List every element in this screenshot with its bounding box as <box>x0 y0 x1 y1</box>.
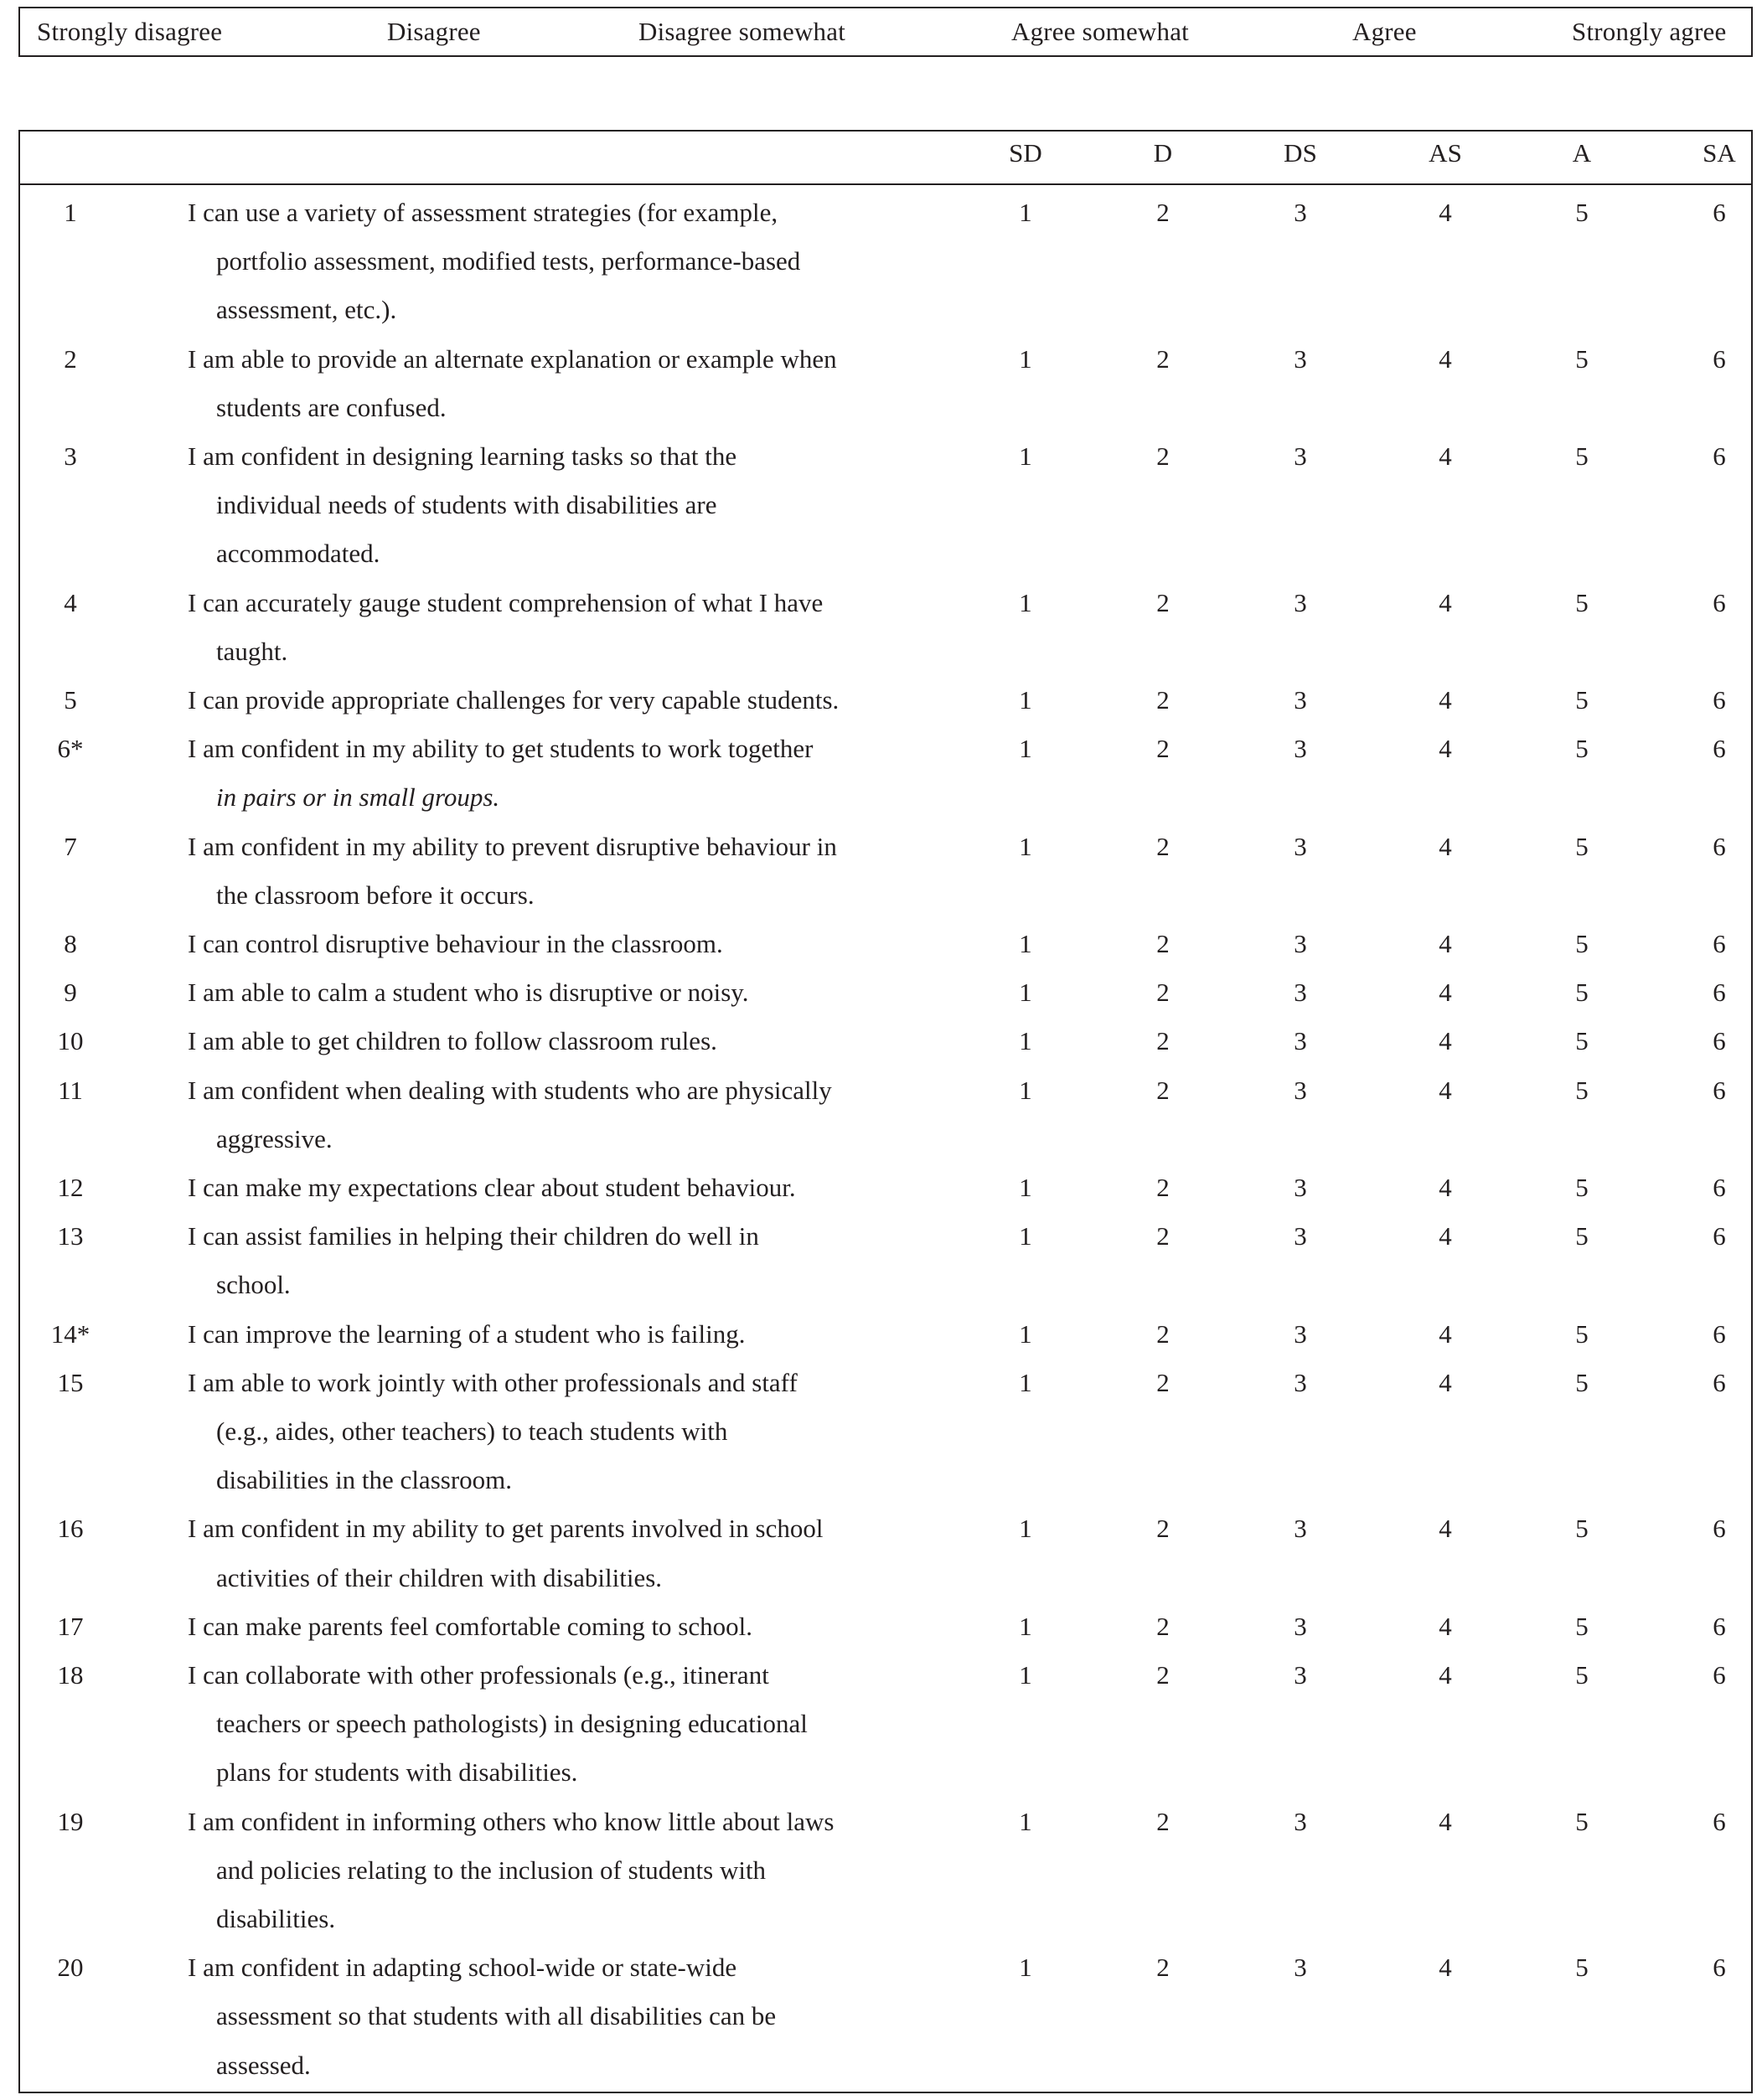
rating-option-d[interactable]: 2 <box>1156 1318 1170 1349</box>
rating-option-ds[interactable]: 3 <box>1294 831 1307 861</box>
statement-line: assessment so that students with all disabilities can be <box>216 2001 777 2031</box>
rating-option-d[interactable]: 2 <box>1156 198 1170 227</box>
statement-line: I can assist families in helping their children do well in <box>188 1221 759 1251</box>
rating-option-sa[interactable]: 6 <box>1713 343 1726 374</box>
table-row <box>20 1943 1751 2090</box>
rating-option-sa[interactable]: 6 <box>1713 831 1726 861</box>
rating-option-ds[interactable]: 3 <box>1294 1075 1307 1105</box>
rating-option-a[interactable]: 5 <box>1575 685 1589 715</box>
statement-line: disabilities. <box>216 1904 336 1933</box>
table-row <box>20 823 1751 920</box>
statement-line: I can make my expectations clear about student behaviour. <box>188 1173 796 1202</box>
rating-option-as[interactable]: 4 <box>1439 734 1452 764</box>
table-row <box>20 335 1751 432</box>
rating-option-as[interactable]: 4 <box>1439 1953 1452 1983</box>
table-row <box>20 1212 1751 1309</box>
item-number: 3 <box>64 441 77 471</box>
item-statement <box>188 725 942 822</box>
rating-option-a[interactable]: 5 <box>1575 734 1589 764</box>
table-row <box>20 725 1751 822</box>
statement-line: students are confused. <box>216 392 447 422</box>
item-statement <box>188 1943 942 2090</box>
rating-option-ds[interactable]: 3 <box>1294 1026 1307 1056</box>
statement-line: taught. <box>216 636 288 666</box>
rating-option-ds[interactable]: 3 <box>1294 1660 1307 1690</box>
rating-option-as[interactable]: 4 <box>1439 1075 1452 1105</box>
column-header-ds: DS <box>1284 138 1317 168</box>
rating-option-d[interactable]: 2 <box>1156 1221 1170 1251</box>
item-statement <box>188 1798 942 1944</box>
rating-option-a[interactable]: 5 <box>1575 831 1589 861</box>
statement-line: plans for students with disabilities. <box>216 1757 578 1788</box>
rating-option-as[interactable]: 4 <box>1439 929 1452 958</box>
statement-line: assessed. <box>216 2050 311 2080</box>
scale-label-agree-somewhat: Agree somewhat <box>1011 17 1189 46</box>
rating-option-sa[interactable]: 6 <box>1713 1806 1726 1836</box>
rating-option-sd[interactable]: 1 <box>1019 1514 1032 1544</box>
item-statement <box>188 920 942 968</box>
header-divider <box>20 183 1751 185</box>
statement-line: and policies relating to the inclusion of students with <box>216 1855 767 1885</box>
item-number: 4 <box>64 587 77 617</box>
rating-option-a[interactable]: 5 <box>1575 978 1589 1008</box>
rating-option-as[interactable]: 4 <box>1439 1611 1452 1641</box>
rating-option-as[interactable]: 4 <box>1439 1173 1452 1202</box>
rating-option-d[interactable]: 2 <box>1156 1514 1170 1544</box>
rating-option-as[interactable]: 4 <box>1439 1660 1452 1690</box>
rating-option-a[interactable]: 5 <box>1575 1514 1589 1544</box>
rating-option-sd[interactable]: 1 <box>1019 1075 1032 1105</box>
table-row <box>20 920 1751 968</box>
rating-option-sa[interactable]: 6 <box>1713 1075 1726 1105</box>
table-row <box>20 1310 1751 1359</box>
rating-option-sd[interactable]: 1 <box>1019 978 1032 1008</box>
table-row <box>20 432 1751 579</box>
item-statement <box>188 1602 942 1651</box>
rating-option-sa[interactable]: 6 <box>1713 1026 1726 1056</box>
scale-label-strongly-agree: Strongly agree <box>1572 17 1727 46</box>
rating-option-sa[interactable]: 6 <box>1713 1367 1726 1397</box>
statement-line: I can make parents feel comfortable coming to school. <box>188 1611 752 1641</box>
rating-option-a[interactable]: 5 <box>1575 343 1589 374</box>
item-number: 20 <box>57 1953 84 1983</box>
rating-option-as[interactable]: 4 <box>1439 1318 1452 1349</box>
rating-option-sa[interactable]: 6 <box>1713 1660 1726 1690</box>
item-statement <box>188 1359 942 1505</box>
rating-option-sd[interactable]: 1 <box>1019 1953 1032 1983</box>
rating-option-sd[interactable]: 1 <box>1019 587 1032 617</box>
item-statement <box>188 1066 942 1164</box>
item-number: 8 <box>64 929 77 958</box>
rating-option-a[interactable]: 5 <box>1575 1075 1589 1105</box>
rating-option-ds[interactable]: 3 <box>1294 1514 1307 1544</box>
column-header-sd: SD <box>1009 138 1042 168</box>
rating-option-sd[interactable]: 1 <box>1019 1173 1032 1202</box>
item-number: 1 <box>64 198 77 227</box>
item-statement <box>188 432 942 579</box>
item-statement <box>188 1212 942 1309</box>
table-row <box>20 676 1751 725</box>
rating-option-ds[interactable]: 3 <box>1294 1221 1307 1251</box>
item-number: 14* <box>50 1318 90 1349</box>
table-row <box>20 1651 1751 1798</box>
rating-option-as[interactable]: 4 <box>1439 685 1452 715</box>
rating-option-ds[interactable]: 3 <box>1294 1318 1307 1349</box>
rating-option-a[interactable]: 5 <box>1575 1806 1589 1836</box>
rating-option-ds[interactable]: 3 <box>1294 441 1307 471</box>
statement-line: (e.g., aides, other teachers) to teach students with <box>216 1416 728 1446</box>
rating-option-sa[interactable]: 6 <box>1713 1611 1726 1641</box>
item-statement <box>188 676 942 725</box>
rating-option-sd[interactable]: 1 <box>1019 1221 1032 1251</box>
rating-option-ds[interactable]: 3 <box>1294 343 1307 374</box>
rating-option-d[interactable]: 2 <box>1156 1173 1170 1202</box>
statement-line: I can collaborate with other professionals (e.g., itinerant <box>188 1660 769 1690</box>
rating-option-ds[interactable]: 3 <box>1294 198 1307 227</box>
rating-option-sd[interactable]: 1 <box>1019 1660 1032 1690</box>
rating-option-a[interactable]: 5 <box>1575 441 1589 471</box>
statement-line: accommodated. <box>216 539 380 569</box>
statement-line: the classroom before it occurs. <box>216 880 535 910</box>
rating-option-a[interactable]: 5 <box>1575 1953 1589 1983</box>
statement-line: I can provide appropriate challenges for very capable students. <box>188 685 840 715</box>
rating-option-as[interactable]: 4 <box>1439 441 1452 471</box>
rating-option-sd[interactable]: 1 <box>1019 1318 1032 1349</box>
statement-line: disabilities in the classroom. <box>216 1465 513 1495</box>
item-number: 17 <box>57 1611 84 1641</box>
item-number: 6* <box>57 734 84 764</box>
rating-option-sd[interactable]: 1 <box>1019 1806 1032 1836</box>
item-number: 10 <box>57 1026 84 1056</box>
rating-option-ds[interactable]: 3 <box>1294 1367 1307 1397</box>
rating-option-as[interactable]: 4 <box>1439 198 1452 227</box>
rating-option-d[interactable]: 2 <box>1156 1806 1170 1836</box>
rating-option-as[interactable]: 4 <box>1439 1221 1452 1251</box>
table-row <box>20 1602 1751 1651</box>
statement-line: I can use a variety of assessment strategies (for example, <box>188 198 778 227</box>
item-statement <box>188 579 942 676</box>
rating-option-sd[interactable]: 1 <box>1019 734 1032 764</box>
statement-line: I am confident in designing learning tasks so that the <box>188 441 737 471</box>
rating-option-a[interactable]: 5 <box>1575 929 1589 958</box>
table-row <box>20 1164 1751 1212</box>
column-header-sa: SA <box>1703 138 1736 168</box>
scale-label-disagree-somewhat: Disagree somewhat <box>638 17 846 46</box>
statement-line: school. <box>216 1270 291 1300</box>
rating-option-as[interactable]: 4 <box>1439 1026 1452 1056</box>
table-row <box>20 188 1751 335</box>
rating-option-d[interactable]: 2 <box>1156 929 1170 958</box>
rating-option-ds[interactable]: 3 <box>1294 1953 1307 1983</box>
rating-scale-legend <box>18 7 1753 57</box>
rating-option-ds[interactable]: 3 <box>1294 1611 1307 1641</box>
rating-option-d[interactable]: 2 <box>1156 734 1170 764</box>
rating-option-a[interactable]: 5 <box>1575 1173 1589 1202</box>
column-header-a: A <box>1572 138 1592 168</box>
item-statement <box>188 1651 942 1798</box>
rating-option-as[interactable]: 4 <box>1439 831 1452 861</box>
item-statement <box>188 1164 942 1212</box>
rating-option-sd[interactable]: 1 <box>1019 1026 1032 1056</box>
rating-option-as[interactable]: 4 <box>1439 978 1452 1008</box>
rating-option-d[interactable]: 2 <box>1156 1953 1170 1983</box>
rating-option-a[interactable]: 5 <box>1575 1318 1589 1349</box>
rating-option-sd[interactable]: 1 <box>1019 1611 1032 1641</box>
statement-line: in pairs or in small groups. <box>216 782 500 813</box>
rating-option-d[interactable]: 2 <box>1156 1026 1170 1056</box>
statement-line: teachers or speech pathologists) in designing educational <box>216 1709 808 1739</box>
rating-option-as[interactable]: 4 <box>1439 343 1452 374</box>
rating-option-sa[interactable]: 6 <box>1713 198 1726 227</box>
statement-line: I am able to get children to follow classroom rules. <box>188 1026 717 1056</box>
rating-option-a[interactable]: 5 <box>1575 1221 1589 1251</box>
scale-label-disagree: Disagree <box>387 17 481 46</box>
rating-option-a[interactable]: 5 <box>1575 1026 1589 1056</box>
rating-option-d[interactable]: 2 <box>1156 831 1170 861</box>
item-number: 12 <box>57 1173 84 1202</box>
item-number: 16 <box>57 1514 84 1544</box>
rating-option-ds[interactable]: 3 <box>1294 734 1307 764</box>
rating-option-a[interactable]: 5 <box>1575 1367 1589 1397</box>
table-row <box>20 1017 1751 1065</box>
rating-option-ds[interactable]: 3 <box>1294 978 1307 1008</box>
rating-option-a[interactable]: 5 <box>1575 198 1589 227</box>
statement-line: assessment, etc.). <box>216 295 397 325</box>
rating-option-sd[interactable]: 1 <box>1019 1367 1032 1397</box>
column-header-d: D <box>1153 138 1173 168</box>
table-row <box>20 1798 1751 1944</box>
rating-option-sa[interactable]: 6 <box>1713 685 1726 715</box>
statement-line: I am able to provide an alternate explanation or example when <box>188 343 837 374</box>
statement-line: I am confident in adapting school-wide or state-wide <box>188 1953 737 1983</box>
table-row <box>20 1066 1751 1164</box>
table-row <box>20 1504 1751 1602</box>
rating-option-sa[interactable]: 6 <box>1713 1221 1726 1251</box>
statement-line: I am confident in my ability to prevent disruptive behaviour in <box>188 831 837 861</box>
item-number: 15 <box>57 1367 84 1397</box>
column-header-as: AS <box>1429 138 1462 168</box>
item-statement <box>188 335 942 432</box>
rating-option-sd[interactable]: 1 <box>1019 929 1032 958</box>
table-row <box>20 968 1751 1017</box>
statement-line: I am confident in my ability to get students to work together <box>188 734 814 764</box>
rating-option-as[interactable]: 4 <box>1439 1514 1452 1544</box>
rating-option-ds[interactable]: 3 <box>1294 587 1307 617</box>
item-statement <box>188 188 942 335</box>
rating-option-as[interactable]: 4 <box>1439 1367 1452 1397</box>
rating-option-sd[interactable]: 1 <box>1019 831 1032 861</box>
statement-line: activities of their children with disabilities. <box>216 1562 663 1592</box>
rating-option-d[interactable]: 2 <box>1156 1660 1170 1690</box>
table-row <box>20 1359 1751 1505</box>
scale-label-agree: Agree <box>1352 17 1417 46</box>
statement-line: portfolio assessment, modified tests, performance-based <box>216 246 801 276</box>
rating-option-sd[interactable]: 1 <box>1019 441 1032 471</box>
statement-line: I can improve the learning of a student who is failing. <box>188 1318 746 1349</box>
rating-option-sa[interactable]: 6 <box>1713 929 1726 958</box>
rating-option-sa[interactable]: 6 <box>1713 978 1726 1008</box>
statement-line: I am able to calm a student who is disruptive or noisy. <box>188 978 749 1008</box>
item-number: 5 <box>64 685 77 715</box>
statement-line: individual needs of students with disabilities are <box>216 490 717 520</box>
statement-line: I am able to work jointly with other professionals and staff <box>188 1367 798 1397</box>
rating-option-ds[interactable]: 3 <box>1294 1806 1307 1836</box>
item-number: 2 <box>64 343 77 374</box>
rating-option-d[interactable]: 2 <box>1156 1367 1170 1397</box>
rating-option-sa[interactable]: 6 <box>1713 1514 1726 1544</box>
rating-option-ds[interactable]: 3 <box>1294 685 1307 715</box>
statement-line: I am confident in informing others who know little about laws <box>188 1806 834 1836</box>
rating-option-ds[interactable]: 3 <box>1294 929 1307 958</box>
rating-option-ds[interactable]: 3 <box>1294 1173 1307 1202</box>
rating-option-sa[interactable]: 6 <box>1713 441 1726 471</box>
rating-option-d[interactable]: 2 <box>1156 685 1170 715</box>
statement-line: I am confident in my ability to get parents involved in school <box>188 1514 824 1544</box>
rating-option-a[interactable]: 5 <box>1575 1660 1589 1690</box>
item-statement <box>188 968 942 1017</box>
rating-option-d[interactable]: 2 <box>1156 1075 1170 1105</box>
item-number: 11 <box>58 1075 83 1105</box>
rating-option-sa[interactable]: 6 <box>1713 1318 1726 1349</box>
rating-option-sd[interactable]: 1 <box>1019 685 1032 715</box>
item-number: 18 <box>57 1660 84 1690</box>
rating-option-d[interactable]: 2 <box>1156 978 1170 1008</box>
table-row <box>20 579 1751 676</box>
item-statement <box>188 1017 942 1065</box>
rating-option-sa[interactable]: 6 <box>1713 587 1726 617</box>
item-number: 9 <box>64 978 77 1008</box>
rating-option-d[interactable]: 2 <box>1156 441 1170 471</box>
rating-option-sa[interactable]: 6 <box>1713 1953 1726 1983</box>
rating-option-d[interactable]: 2 <box>1156 587 1170 617</box>
survey-table <box>18 130 1753 2093</box>
item-number: 13 <box>57 1221 84 1251</box>
item-statement <box>188 1504 942 1602</box>
statement-line: I am confident when dealing with students who are physically <box>188 1075 832 1105</box>
item-statement <box>188 823 942 920</box>
statement-line: aggressive. <box>216 1123 333 1153</box>
statement-line: I can control disruptive behaviour in the classroom. <box>188 929 723 958</box>
rating-option-as[interactable]: 4 <box>1439 1806 1452 1836</box>
rating-option-as[interactable]: 4 <box>1439 587 1452 617</box>
rating-option-d[interactable]: 2 <box>1156 1611 1170 1641</box>
statement-line: I can accurately gauge student comprehension of what I have <box>188 587 824 617</box>
rating-option-sd[interactable]: 1 <box>1019 198 1032 227</box>
rating-option-sa[interactable]: 6 <box>1713 1173 1726 1202</box>
item-number: 7 <box>64 831 77 861</box>
rating-option-a[interactable]: 5 <box>1575 587 1589 617</box>
item-statement <box>188 1310 942 1359</box>
rating-option-a[interactable]: 5 <box>1575 1611 1589 1641</box>
rating-option-sd[interactable]: 1 <box>1019 343 1032 374</box>
scale-label-strongly-disagree: Strongly disagree <box>37 17 223 46</box>
item-number: 19 <box>57 1806 84 1836</box>
rating-option-d[interactable]: 2 <box>1156 343 1170 374</box>
rating-option-sa[interactable]: 6 <box>1713 734 1726 764</box>
